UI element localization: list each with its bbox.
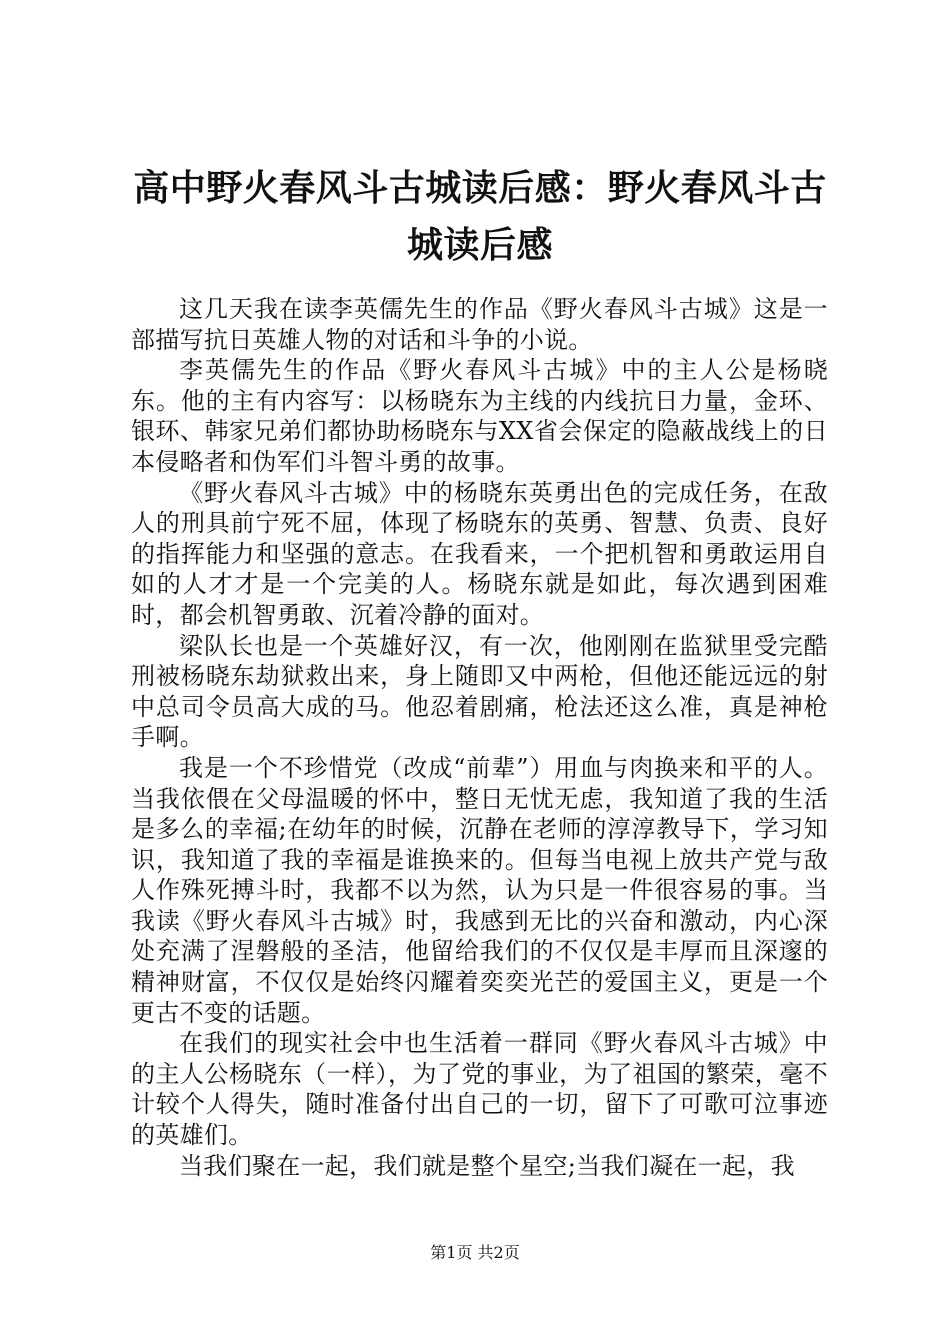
paragraph: 梁队长也是一个英雄好汉，有一次，他刚刚在监狱里受完酷刑被杨晓东劫狱救出来，身上随即又中两枪，但他还能远远的射中总司令员高大成的马。他忍着剧痛，枪法还这么准，真是神枪手啊。: [131, 631, 828, 752]
page-footer: 第1页 共2页: [430, 1243, 520, 1262]
paragraph: 当我们聚在一起，我们就是整个星空;当我们凝在一起，我: [179, 1151, 795, 1180]
paragraph: 李英儒先生的作品《野火春风斗古城》中的主人公是杨晓东。他的主有内容写：以杨晓东为主线的内线抗日力量，金环、银环、韩家兄弟们都协助杨晓东与XX省会保定的隐蔽战线上的日本侵略者和伪军们斗智斗勇的故事。: [131, 356, 828, 476]
document-title: 高中野火春风斗古城读后感：野火春风斗古城读后感: [133, 167, 827, 266]
paragraph: 这几天我在读李英儒先生的作品《野火春风斗古城》这是一部描写抗日英雄人物的对话和斗争的小说。: [131, 295, 828, 354]
document-body: [131, 294, 828, 1181]
paragraph: 我是一个不珍惜党（改成“前辈”）用血与肉换来和平的人。当我依偎在父母温暖的怀中，整日无忧无虑，我知道了我的生活是多么的幸福;在幼年的时候，沉静在老师的淳淳教导下，学习知识，我知道了我的幸福是谁换来的。但每当电视上放共产党与敌人作殊死搏斗时，我都不以为然，认为只是一件很容易的事。当我读《野火春风斗古城》时，我感到无比的兴奋和激动，内心深处充满了涅磐般的圣洁，他留给我们的不仅仅是丰厚而且深邃的精神财富，不仅仅是始终闪耀着奕奕光芒的爱国主义，更是一个更古不变的话题。: [131, 753, 828, 1027]
paragraph: 《野火春风斗古城》中的杨晓东英勇出色的完成任务，在敌人的刑具前宁死不屈，体现了杨晓东的英勇、智慧、负责、良好的指挥能力和坚强的意志。在我看来，一个把机智和勇敢运用自如的人才才是一个完美的人。杨晓东就是如此，每次遇到困难时，都会机智勇敢、沉着冷静的面对。: [131, 478, 828, 629]
paragraph: 在我们的现实社会中也生活着一群同《野火春风斗古城》中的主人公杨晓东（一样），为了党的事业，为了祖国的繁荣，毫不计较个人得失，随时准备付出自己的一切，留下了可歌可泣事迹的英雄们。: [131, 1029, 828, 1150]
